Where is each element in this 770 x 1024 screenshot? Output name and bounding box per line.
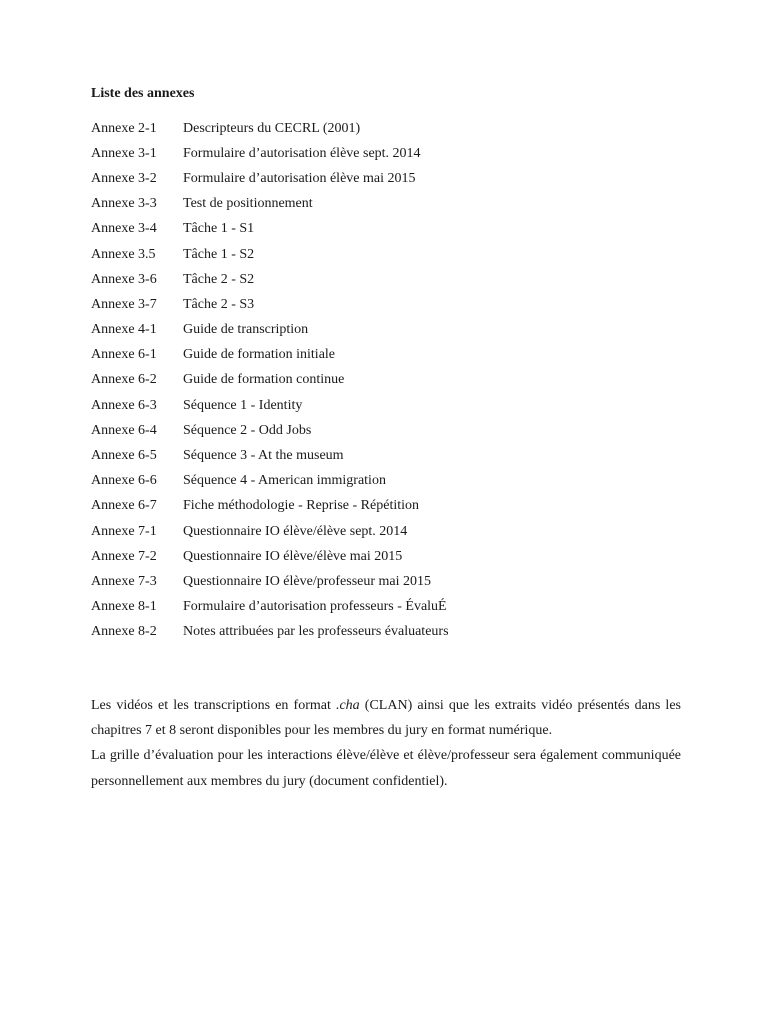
- annex-row: [91, 343, 681, 368]
- annex-code: Annexe 8-1: [91, 599, 157, 615]
- note-text-before: Les vidéos et les transcriptions en format: [91, 697, 336, 713]
- annex-row: [91, 595, 681, 620]
- annex-title: Questionnaire IO élève/élève mai 2015: [183, 548, 403, 564]
- annex-row: [91, 418, 681, 443]
- document-page: [91, 84, 681, 794]
- annex-title: Guide de formation initiale: [183, 347, 336, 363]
- annex-row: [91, 141, 681, 166]
- annex-code: Annexe 6-6: [91, 473, 157, 489]
- annex-title: Séquence 3 - At the museum: [183, 448, 344, 464]
- annex-code: Annexe 3-3: [91, 196, 157, 212]
- annex-title: Séquence 1 - Identity: [183, 397, 303, 413]
- annex-code: Annexe 6-1: [91, 347, 157, 363]
- annex-title: Guide de formation continue: [183, 372, 345, 388]
- annex-code: Annexe 3-6: [91, 271, 157, 287]
- annex-row: [91, 192, 681, 217]
- annex-title: Tâche 1 - S1: [183, 221, 255, 237]
- annex-code: Annexe 4-1: [91, 322, 157, 338]
- annex-title: Formulaire d’autorisation professeurs - ÉvaluÉ: [183, 599, 447, 615]
- closing-note: [91, 693, 681, 794]
- note-paragraph-2: La grille d’évaluation pour les interactions élève/élève et élève/professeur sera également communiquée personnellement aux membres du jury (document confidentiel).: [91, 748, 681, 789]
- annex-title: Descripteurs du CECRL (2001): [183, 120, 361, 136]
- annex-code: Annexe 7-3: [91, 573, 157, 589]
- annex-row: [91, 393, 681, 418]
- annex-code: Annexe 8-2: [91, 624, 157, 640]
- annex-row: [91, 166, 681, 191]
- annex-code: Annexe 7-2: [91, 548, 157, 564]
- annex-code: Annexe 3-2: [91, 170, 157, 186]
- annex-title: Guide de transcription: [183, 322, 309, 338]
- note-format-italic: .cha: [335, 697, 360, 713]
- annex-title: Questionnaire IO élève/professeur mai 2015: [183, 573, 432, 589]
- annex-title: Notes attribuées par les professeurs évaluateurs: [183, 624, 449, 640]
- annex-code: Annexe 7-1: [91, 523, 157, 539]
- annex-code: Annexe 3-4: [91, 221, 157, 237]
- annex-title: Questionnaire IO élève/élève sept. 2014: [183, 523, 408, 539]
- annex-title: Fiche méthodologie - Reprise - Répétition: [183, 498, 420, 514]
- annex-title: Tâche 2 - S2: [183, 271, 255, 287]
- annex-row: [91, 443, 681, 468]
- annex-title: Formulaire d’autorisation élève mai 2015: [183, 170, 416, 186]
- annex-code: Annexe 2-1: [91, 120, 157, 136]
- annex-code: Annexe 6-7: [91, 498, 157, 514]
- annex-code: Annexe 6-2: [91, 372, 157, 388]
- annex-title: Tâche 2 - S3: [183, 296, 255, 312]
- annex-row: [91, 292, 681, 317]
- annex-code: Annexe 3-1: [91, 145, 157, 161]
- annex-row: [91, 620, 681, 645]
- annex-row: [91, 217, 681, 242]
- annex-title: Séquence 4 - American immigration: [183, 473, 386, 489]
- annex-code: Annexe 3.5: [91, 246, 156, 262]
- annex-code: Annexe 6-3: [91, 397, 157, 413]
- annex-title: Tâche 1 - S2: [183, 246, 255, 262]
- annex-row: [91, 318, 681, 343]
- annex-row: [91, 368, 681, 393]
- note-text-after: (CLAN) ainsi que les extraits vidéo présentés dans les chapitres 7 et 8 seront disponibles pour les membres du jury en format numérique.: [91, 697, 681, 739]
- annex-title: Séquence 2 - Odd Jobs: [183, 422, 312, 438]
- annex-row: [91, 519, 681, 544]
- annex-row: [91, 544, 681, 569]
- annex-code: Annexe 6-5: [91, 448, 157, 464]
- annex-title: Formulaire d’autorisation élève sept. 2014: [183, 145, 421, 161]
- page-heading: Liste des annexes: [91, 86, 195, 101]
- annex-row: [91, 494, 681, 519]
- note-paragraph-1: [91, 693, 681, 743]
- annex-row: [91, 267, 681, 292]
- annex-row: [91, 569, 681, 594]
- annex-row: [91, 242, 681, 267]
- annex-list: [91, 116, 681, 645]
- annex-code: Annexe 3-7: [91, 296, 157, 312]
- annex-title: Test de positionnement: [183, 196, 313, 212]
- annex-row: [91, 116, 681, 141]
- annex-code: Annexe 6-4: [91, 422, 157, 438]
- annex-row: [91, 469, 681, 494]
